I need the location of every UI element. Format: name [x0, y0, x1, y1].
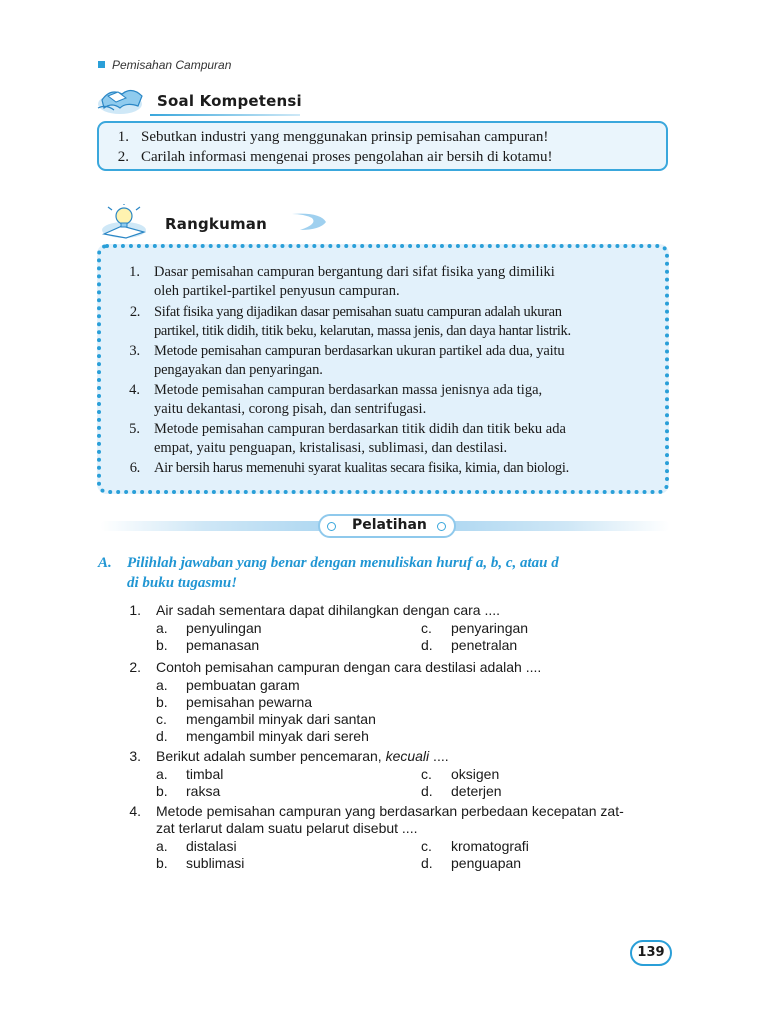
soal-item-number: 2.: [117, 149, 129, 165]
hands-book-icon: [96, 82, 148, 116]
option-text: penyulingan: [186, 620, 262, 636]
rangkuman-item-number: 4.: [129, 382, 140, 398]
question-text-emphasis: kecuali: [385, 748, 430, 764]
chapter-marker-icon: [98, 61, 105, 68]
option-letter: c.: [156, 711, 167, 727]
option-text: kromatografi: [451, 838, 529, 854]
rangkuman-line: Metode pemisahan campuran berdasarkan titik didih dan titik beku ada: [154, 421, 566, 437]
answer-option: [421, 838, 529, 855]
option-text: deterjen: [451, 783, 502, 799]
question-line: zat terlarut dalam suatu pelarut disebut ....: [156, 820, 418, 836]
option-letter: a.: [156, 838, 168, 854]
swoosh-decoration-icon: [290, 210, 330, 232]
rangkuman-item-text: [154, 420, 658, 458]
rangkuman-item-text: [154, 342, 658, 380]
question: [0, 803, 700, 839]
option-letter: d.: [421, 637, 433, 653]
question-number: 1.: [129, 602, 141, 618]
rangkuman-item-number: 2.: [129, 304, 140, 320]
answer-option: [421, 620, 528, 637]
option-letter: c.: [421, 766, 432, 782]
answer-option: [156, 711, 376, 728]
pelatihan-title: Pelatihan: [352, 517, 427, 533]
question-text-part: ....: [429, 748, 449, 764]
lightbulb-book-icon: [98, 204, 150, 238]
answer-option: [156, 637, 259, 654]
option-letter: a.: [156, 766, 168, 782]
option-letter: a.: [156, 677, 168, 693]
rangkuman-item-text: Air bersih harus memenuhi syarat kualitas secara fisika, kimia, dan biologi.: [154, 460, 569, 476]
chapter-title: Pemisahan Campuran: [112, 58, 232, 72]
option-text: pembuatan garam: [186, 677, 300, 693]
option-text: raksa: [186, 783, 221, 799]
answer-option: [156, 677, 300, 694]
rangkuman-item-text: [154, 263, 658, 301]
option-text: distalasi: [186, 838, 237, 854]
option-letter: d.: [421, 783, 433, 799]
rangkuman-item-number: 5.: [129, 421, 140, 437]
option-letter: b.: [156, 855, 168, 871]
option-letter: c.: [421, 838, 432, 854]
question-text-part: Berikut adalah sumber pencemaran,: [156, 748, 386, 764]
circle-bullet-icon: [327, 522, 336, 531]
option-text: pemisahan pewarna: [186, 694, 313, 710]
option-text: mengambil minyak dari sereh: [186, 728, 369, 744]
option-letter: a.: [156, 620, 168, 636]
soal-kompetensi-title: Soal Kompetensi: [157, 92, 302, 110]
instruction-line: di buku tugasmu!: [127, 575, 238, 591]
answer-option: [421, 766, 499, 783]
option-text: pemanasan: [186, 637, 260, 653]
rangkuman-line: empat, yaitu penguapan, kristalisasi, sublimasi, dan destilasi.: [154, 440, 508, 456]
option-text: penyaringan: [451, 620, 529, 636]
option-letter: b.: [156, 783, 168, 799]
rangkuman-line: Metode pemisahan campuran berdasarkan massa jenisnya ada tiga,: [154, 382, 543, 398]
question-text: [156, 748, 671, 765]
answer-option: [421, 783, 502, 800]
option-text: oksigen: [451, 766, 500, 782]
answer-option: [156, 766, 223, 783]
circle-bullet-icon: [437, 522, 446, 531]
instruction-label: A.: [98, 555, 112, 571]
rangkuman-item-number: 6.: [129, 460, 140, 476]
question-text: [156, 803, 671, 837]
option-letter: b.: [156, 637, 168, 653]
rangkuman-line: Sifat fisika yang dijadikan dasar pemisahan suatu campuran adalah ukuran: [154, 304, 562, 320]
rangkuman-line: Dasar pemisahan campuran bergantung dari sifat fisika yang dimiliki: [154, 264, 555, 280]
soal-item: [101, 148, 553, 167]
option-letter: d.: [156, 728, 168, 744]
option-text: mengambil minyak dari santan: [186, 711, 376, 727]
soal-item-text: Carilah informasi mengenai proses pengolahan air bersih di kotamu!: [141, 149, 553, 165]
soal-item-text: Sebutkan industri yang menggunakan prinsip pemisahan campuran!: [141, 129, 549, 145]
answer-option: [156, 783, 220, 800]
rangkuman-item-number: 1.: [129, 264, 140, 280]
rangkuman-title: Rangkuman: [165, 215, 267, 233]
option-letter: d.: [421, 855, 433, 871]
option-text: sublimasi: [186, 855, 245, 871]
question-number: 3.: [129, 748, 141, 764]
answer-option: [421, 855, 521, 872]
option-text: penetralan: [451, 637, 518, 653]
page-number: 139: [630, 940, 672, 966]
option-letter: b.: [156, 694, 168, 710]
question-text: Air sadah sementara dapat dihilangkan dengan cara ....: [156, 602, 501, 618]
instruction-line: Pilihlah jawaban yang benar dengan menuliskan huruf a, b, c, atau d: [127, 555, 559, 571]
rangkuman-line: yaitu dekantasi, corong pisah, dan sentrifugasi.: [154, 401, 427, 417]
answer-option: [156, 855, 244, 872]
soal-item: [101, 128, 548, 147]
answer-option: [156, 620, 262, 637]
soal-item-number: 1.: [117, 129, 129, 145]
option-letter: c.: [421, 620, 432, 636]
rangkuman-line: pengayakan dan penyaringan.: [154, 362, 323, 378]
option-text: penguapan: [451, 855, 522, 871]
rangkuman-line: partikel, titik didih, titik beku, kelarutan, massa jenis, dan daya hantar listrik.: [154, 323, 571, 339]
rangkuman-line: oleh partikel-partikel penyusun campuran.: [154, 283, 400, 299]
question-line: Metode pemisahan campuran yang berdasarkan perbedaan kecepatan zat-: [156, 803, 624, 819]
section-underline: [150, 114, 300, 116]
answer-option: [421, 637, 517, 654]
question-number: 2.: [129, 659, 141, 675]
rangkuman-item-text: [154, 303, 658, 341]
instruction-text: [127, 553, 672, 593]
option-text: timbal: [186, 766, 224, 782]
rangkuman-item-number: 3.: [129, 343, 140, 359]
answer-option: [156, 728, 369, 745]
answer-option: [156, 838, 237, 855]
rangkuman-item-text: [154, 381, 658, 419]
question-text: Contoh pemisahan campuran dengan cara destilasi adalah ....: [156, 659, 542, 675]
answer-option: [156, 694, 312, 711]
rangkuman-line: Metode pemisahan campuran berdasarkan ukuran partikel ada dua, yaitu: [154, 343, 565, 359]
question-number: 4.: [129, 803, 141, 819]
